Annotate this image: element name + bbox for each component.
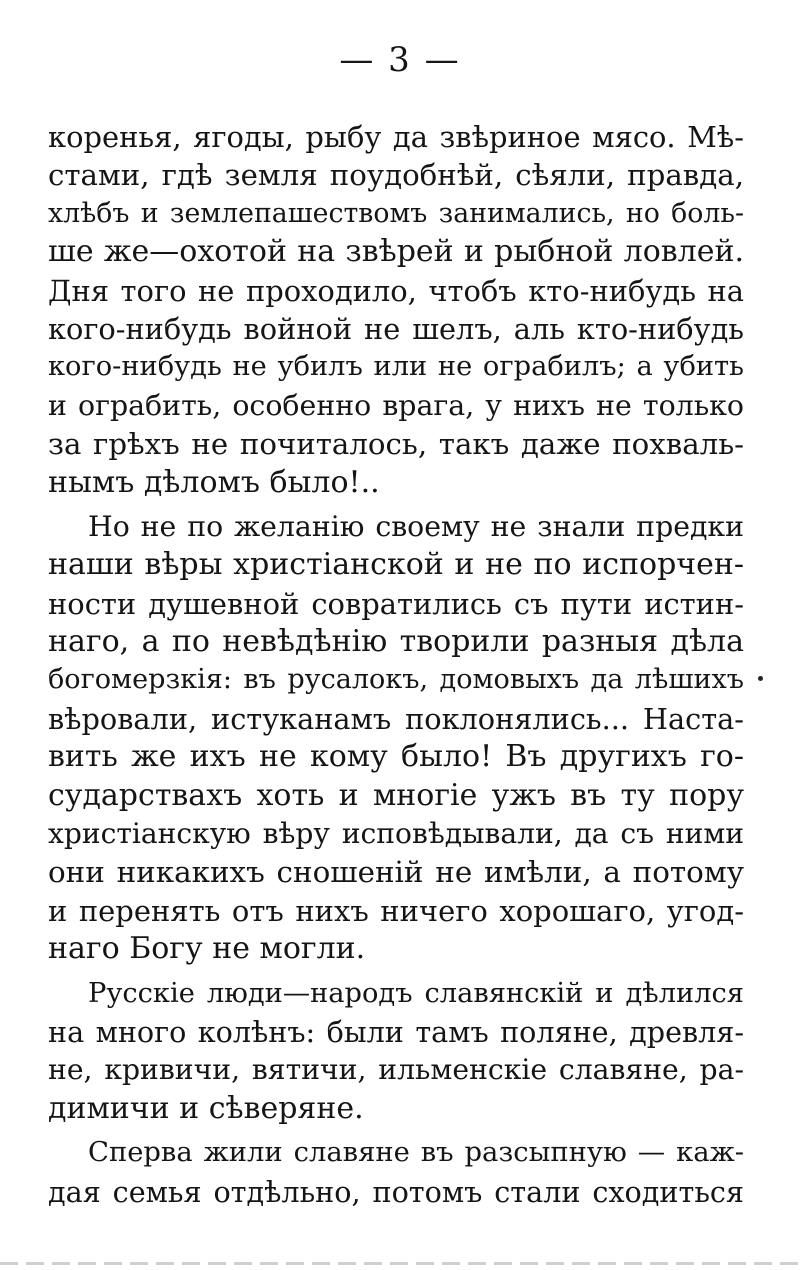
text-line: хлѣбъ и землепашествомъ занимались, но боль- (48, 197, 744, 229)
text-line: христіанскую вѣру исповѣдывали, да съ ними (48, 817, 744, 851)
text-line: сударствахъ хоть и многіе ужъ въ ту пору (48, 777, 744, 813)
text-line: Сперва жили славяне въ разсыпную — каж- (88, 1137, 744, 1169)
text-line: наго, а по невѣдѣнію творили разныя дѣла (48, 624, 744, 660)
text-line: и перенять отъ нихъ ничего хорошаго, угод- (48, 893, 744, 928)
paragraph (48, 1134, 744, 1211)
page-number: — 3 — (339, 40, 461, 80)
text-line: димичи и сѣверяне. (48, 1090, 364, 1126)
text-line: наши вѣры христіанской и не по испорчен- (48, 547, 744, 583)
text-line: дая семья отдѣльно, потомъ стали сходиться (48, 1174, 744, 1209)
text-line: богомерзкія: въ русалокъ, домовыхъ да лѣшихъ (48, 664, 744, 696)
text-line: Но не по желанію своему не знали предки (88, 509, 744, 543)
text-line: коренья, ягоды, рыбу да звѣриное мясо. Мѣ- (48, 120, 744, 154)
body-text (48, 118, 744, 1217)
text-line: кого-нибудь не убилъ или не ограбилъ; а убить (48, 351, 744, 383)
text-line: за грѣхъ не почиталось, такъ даже похваль- (48, 427, 744, 462)
text-line: на много колѣнъ: были тамъ поляне, древля- (48, 1014, 744, 1049)
paragraph (48, 975, 744, 1129)
paragraph (48, 508, 744, 969)
text-line: кого-нибудь войной не шелъ, аль кто-нибудь (48, 311, 744, 346)
text-line: наго Богу не могли. (48, 931, 366, 967)
bottom-edge-rule (0, 1262, 800, 1265)
text-line: Дня того не проходило, чтобъ кто-нибудь на (48, 273, 744, 308)
text-line: ше же—охотой на звѣрей и рыбной ловлей. (48, 234, 744, 270)
text-line: вѣровали, истуканамъ поклонялись... Наста- (48, 701, 744, 736)
text-line: нымъ дѣломъ было!.. (48, 464, 380, 500)
text-line: стами, гдѣ земля поудобнѣй, сѣяли, правда, (48, 158, 744, 193)
paragraph (48, 118, 744, 502)
text-line: вить же ихъ не кому было! Въ другихъ го- (48, 739, 744, 775)
text-line: они никакихъ сношеній не имѣли, а потому (48, 855, 744, 890)
print-speck (758, 676, 763, 681)
text-line: ности душевной совратились съ пути истин- (48, 586, 744, 621)
text-line: Русскіе люди—народъ славянскій и дѣлился (88, 977, 744, 1009)
text-line: не, кривичи, вятичи, ильменскіе славяне, ра- (48, 1053, 744, 1087)
text-line: и ограбить, особенно врага, у нихъ не только (48, 388, 744, 422)
